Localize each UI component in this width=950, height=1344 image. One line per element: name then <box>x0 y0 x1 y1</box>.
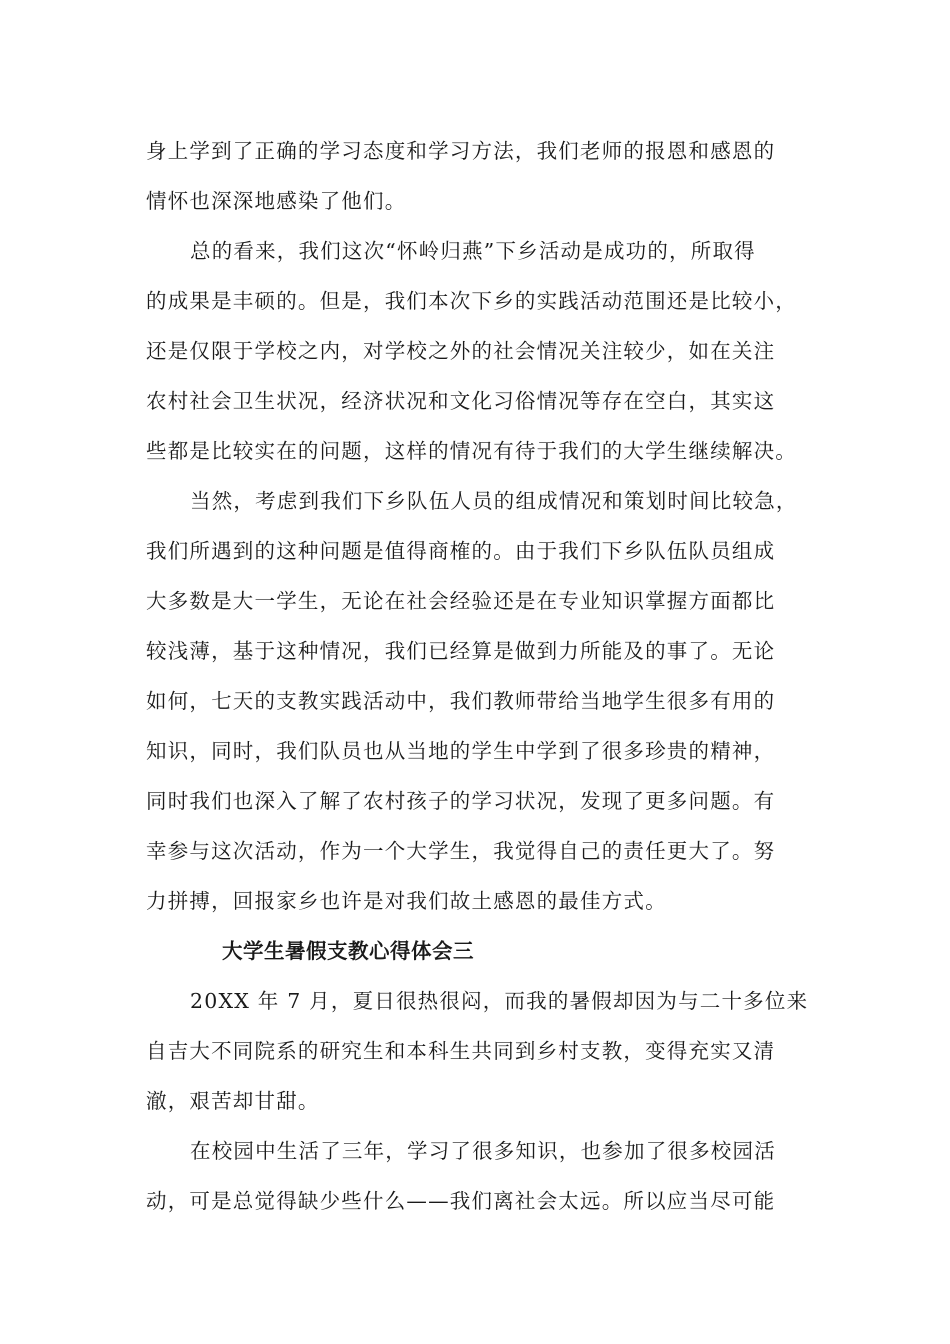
text-line: 知识，同时，我们队员也从当地的学生中学到了很多珍贵的精神， <box>146 739 776 763</box>
text-line: 身上学到了正确的学习态度和学习方法，我们老师的报恩和感恩的 <box>146 139 776 163</box>
text-line: 动，可是总觉得缺少些什么——我们离社会太远。所以应当尽可能 <box>146 1189 776 1213</box>
paragraph-start-line: 总的看来，我们这次“怀岭归燕”下乡活动是成功的，所取得 <box>190 239 756 263</box>
text-line: 澈，艰苦却甘甜。 <box>146 1089 320 1113</box>
text-line: 自吉大不同院系的研究生和本科生共同到乡村支教，变得充实又清 <box>146 1039 776 1063</box>
text-line: 力拼搏，回报家乡也许是对我们故土感恩的最佳方式。 <box>146 889 667 913</box>
text-line: 较浅薄，基于这种情况，我们已经算是做到力所能及的事了。无论 <box>146 639 776 663</box>
text-line: 情怀也深深地感染了他们。 <box>146 189 407 213</box>
text-line: 还是仅限于学校之内，对学校之外的社会情况关注较少，如在关注 <box>146 339 776 363</box>
text-line: 大多数是大一学生，无论在社会经验还是在专业知识掌握方面都比 <box>146 589 776 613</box>
paragraph-start-line: 在校园中生活了三年，学习了很多知识，也参加了很多校园活 <box>190 1139 776 1163</box>
text-line: 同时我们也深入了解了农村孩子的学习状况，发现了更多问题。有 <box>146 789 776 813</box>
text-line: 些都是比较实在的问题，这样的情况有待于我们的大学生继续解决。 <box>146 439 797 463</box>
section-heading: 大学生暑假支教心得体会三 <box>222 939 474 963</box>
paragraph-start-line: 当然，考虑到我们下乡队伍人员的组成情况和策划时间比较急， <box>190 489 798 513</box>
text-line: 我们所遇到的这种问题是值得商榷的。由于我们下乡队伍队员组成 <box>146 539 776 563</box>
text-line: 如何，七天的支教实践活动中，我们教师带给当地学生很多有用的 <box>146 689 776 713</box>
text-line: 幸参与这次活动，作为一个大学生，我觉得自己的责任更大了。努 <box>146 839 776 863</box>
text-line: 农村社会卫生状况，经济状况和文化习俗情况等存在空白，其实这 <box>146 389 776 413</box>
paragraph-start-line: 20XX 年 7 月，夏日很热很闷，而我的暑假却因为与二十多位来 <box>190 989 809 1013</box>
text-line: 的成果是丰硕的。但是，我们本次下乡的实践活动范围还是比较小， <box>146 289 797 313</box>
